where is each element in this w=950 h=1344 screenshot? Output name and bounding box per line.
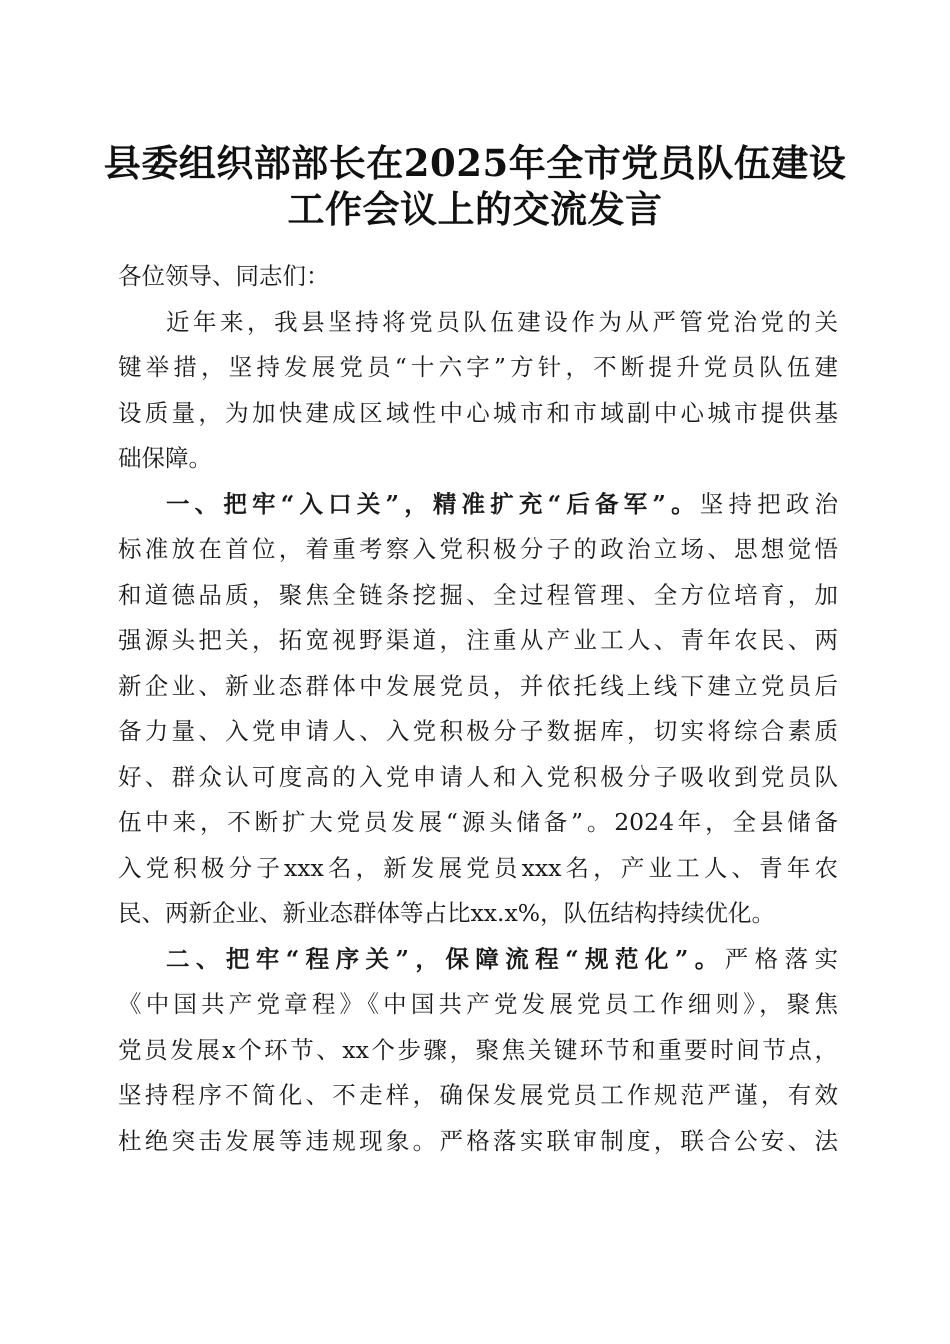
salutation: 各位领导、同志们： <box>118 262 330 290</box>
section-1-line: 备力量、入党申请人、入党积极分子数据库，切实将综合素质 <box>118 717 838 745</box>
section-2-line: 《中国共产党章程》《中国共产党发展党员工作细则》，聚焦 <box>118 990 838 1018</box>
section-2-line: 坚持程序不简化、不走样，确保发展党员工作规范严谨，有效 <box>118 1081 838 1109</box>
intro-line: 础保障。 <box>118 444 212 472</box>
document-title-line-1: 县委组织部部长在2025年全市党员队伍建设 <box>103 141 847 185</box>
section-1-line: 强源头把关，拓宽视野渠道，注重从产业工人、青年农民、两 <box>118 626 838 654</box>
section-2-line: 杜绝突击发展等违规现象。严格落实联审制度，联合公安、法 <box>118 1126 838 1155</box>
intro-line: 设质量，为加快建成区域性中心城市和市域副中心城市提供基 <box>118 398 838 427</box>
section-1-line: 标准放在首位，着重考察入党积极分子的政治立场、思想觉悟 <box>118 535 838 563</box>
intro-line: 近年来，我县坚持将党员队伍建设作为从严管党治党的关 <box>166 307 838 336</box>
section-1-line: 和道德品质，聚焦全链条挖掘、全过程管理、全方位培育，加 <box>118 580 838 609</box>
section-2-line: 党员发展x个环节、xx个步骤，聚焦关键环节和重要时间节点， <box>118 1035 838 1064</box>
section-2-first-line-text: 严格落实 <box>724 944 838 973</box>
section-1-line: 好、群众认可度高的入党申请人和入党积极分子吸收到党员队 <box>118 762 838 791</box>
section-1-heading: 一、把牢“入口关”，精准扩充“后备军”。 <box>166 489 700 518</box>
section-1-first-line-text: 坚持把政治 <box>699 489 839 518</box>
section-1-line: 入党积极分子xxx名，新发展党员xxx名，产业工人、青年农 <box>118 853 838 882</box>
document-title-line-2: 工作会议上的交流发言 <box>287 187 663 231</box>
section-1-first-line <box>118 482 838 528</box>
document-body <box>118 254 838 1164</box>
section-1-line: 伍中来，不断扩大党员发展“源头储备”。2024年，全县储备 <box>118 808 838 836</box>
section-1-line: 新企业、新业态群体中发展党员，并依托线上线下建立党员后 <box>118 671 838 700</box>
section-2-heading: 二、把牢“程序关”，保障流程“规范化”。 <box>166 944 725 973</box>
section-1-line: 民、两新企业、新业态群体等占比xx.x%，队伍结构持续优化。 <box>118 899 776 927</box>
intro-line: 键举措，坚持发展党员“十六字”方针，不断提升党员队伍建 <box>118 353 838 381</box>
section-2-first-line <box>118 937 838 983</box>
